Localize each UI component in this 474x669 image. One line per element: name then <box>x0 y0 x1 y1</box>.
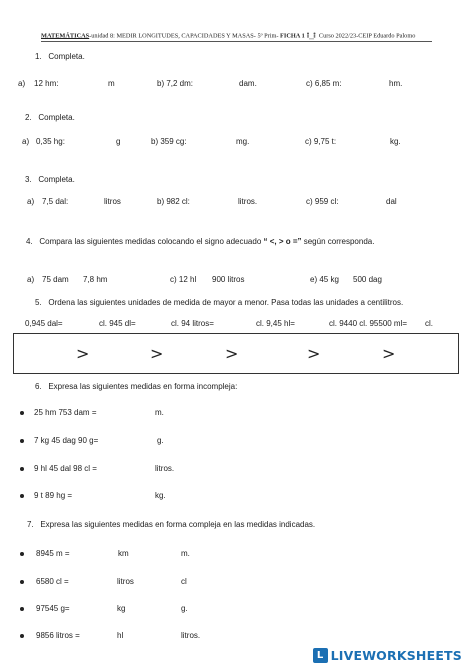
s4-a-label: a) <box>27 275 35 284</box>
s1-question <box>35 52 85 61</box>
s5-item: cl. 9440 cl. 95500 ml= <box>329 319 408 328</box>
s4-c-second: 900 litros <box>212 275 245 284</box>
s7-row2-unit-a: litros <box>117 577 134 586</box>
s2-question <box>25 113 75 122</box>
s5-greater-sign: > <box>76 344 90 363</box>
s4-e-second: 500 dag <box>353 275 382 284</box>
s6-row4-unit: kg. <box>155 491 166 500</box>
header-unit: -unidad 8: MEDIR LONGITUDES, CAPACIDADES Y MASAS- 5º Prim- <box>89 32 279 40</box>
s6-title: Expresa las siguientes medidas en forma incompleja: <box>48 382 238 391</box>
s1-title: Completa. <box>48 52 85 61</box>
bullet-icon <box>20 439 24 443</box>
s1-a-value: 12 hm: <box>34 79 59 88</box>
s6-row4: 9 t 89 hg = <box>34 491 73 500</box>
worksheet-header <box>41 32 415 40</box>
s3-title: Completa. <box>38 175 75 184</box>
s7-row3-unit-a: kg <box>117 604 126 613</box>
bullet-icon <box>20 634 24 638</box>
s1-a-unit: m <box>108 79 115 88</box>
s3-question <box>25 175 75 184</box>
bullet-icon <box>20 411 24 415</box>
bullet-icon <box>20 607 24 611</box>
s2-c-unit: kg. <box>390 137 401 146</box>
s6-row3-unit: litros. <box>155 464 175 473</box>
s5-greater-sign: > <box>225 344 239 363</box>
bullet-icon <box>20 467 24 471</box>
bullet-icon <box>20 580 24 584</box>
s3-c-value: c) 959 cl: <box>306 197 339 206</box>
s3-c-unit: dal <box>386 197 397 206</box>
s1-c-value: c) 6,85 m: <box>306 79 342 88</box>
s7-row4-unit-b: litros. <box>181 631 201 640</box>
s6-row3: 9 hl 45 dal 98 cl = <box>34 464 97 473</box>
s5-item: 0,945 dal= <box>25 319 63 328</box>
s3-a-unit: litros <box>104 197 121 206</box>
s7-row1-unit-a: km <box>118 549 129 558</box>
s7-row1: 8945 m = <box>36 549 70 558</box>
s7-row4-unit-a: hl <box>117 631 124 640</box>
s2-b-unit: mg. <box>236 137 250 146</box>
header-subject: MATEMÁTICAS <box>41 32 90 40</box>
kids-figures-icon <box>306 32 317 40</box>
s3-a-value: 7,5 dal: <box>42 197 69 206</box>
s5-item: cl. 94 litros= <box>171 319 214 328</box>
s7-number: 7. <box>27 520 34 529</box>
s1-b-unit: dam. <box>239 79 257 88</box>
s4-question <box>26 237 374 246</box>
header-course: Curso 2022/23-CEIP Eduardo Palomo <box>318 32 416 40</box>
s1-number: 1. <box>35 52 42 61</box>
s7-row1-unit-b: m. <box>181 549 190 558</box>
s2-a-unit: g <box>116 137 121 146</box>
s2-title: Completa. <box>38 113 75 122</box>
s4-number: 4. <box>26 237 33 246</box>
s4-a-first: 75 dam <box>42 275 69 284</box>
s6-number: 6. <box>35 382 42 391</box>
s7-question <box>27 520 315 529</box>
s7-row3: 97545 g= <box>36 604 70 613</box>
s3-number: 3. <box>25 175 32 184</box>
s6-row2: 7 kg 45 dag 90 g= <box>34 436 99 445</box>
s3-b-value: b) 982 cl: <box>157 197 190 206</box>
s5-item: cl. 945 dl= <box>99 319 136 328</box>
s7-row2: 6580 cl = <box>36 577 69 586</box>
header-ficha: FICHA 1 <box>280 32 305 40</box>
s6-question <box>35 382 237 391</box>
liveworksheets-logo-icon: L <box>313 648 328 663</box>
logo-text: LIVEWORKSHEETS <box>330 647 462 663</box>
s4-title-end: según corresponda. <box>301 237 375 246</box>
s5-greater-sign: > <box>150 344 164 363</box>
s5-title: Ordena las siguientes unidades de medida de mayor a menor. Pasa todas las unidades a centilitros. <box>48 298 404 307</box>
bullet-icon <box>20 552 24 556</box>
s4-a-second: 7,8 hm <box>83 275 108 284</box>
s2-a-value: 0,35 hg: <box>36 137 65 146</box>
s6-row2-unit: g. <box>157 436 164 445</box>
s5-greater-sign: > <box>382 344 396 363</box>
s5-question <box>35 298 403 307</box>
bullet-icon <box>20 494 24 498</box>
s3-b-unit: litros. <box>238 197 258 206</box>
s2-b-value: b) 359 cg: <box>151 137 187 146</box>
s1-a-label: a) <box>18 79 26 88</box>
s5-item: cl. 9,45 hl= <box>256 319 295 328</box>
s4-e-first: e) 45 kg <box>310 275 339 284</box>
s5-item: cl. <box>425 319 433 328</box>
s7-row3-unit-b: g. <box>181 604 188 613</box>
s6-row1-unit: m. <box>155 408 164 417</box>
s4-title: Compara las siguientes medidas colocando el signo adecuado <box>39 237 264 246</box>
s2-a-label: a) <box>22 137 30 146</box>
s7-title: Expresa las siguientes medidas en forma compleja en las medidas indicadas. <box>40 520 316 529</box>
s1-c-unit: hm. <box>389 79 403 88</box>
liveworksheets-logo[interactable] <box>313 647 462 663</box>
header-divider <box>41 41 432 42</box>
s1-b-value: b) 7,2 dm: <box>157 79 194 88</box>
s2-c-value: c) 9,75 t: <box>305 137 337 146</box>
s6-row1: 25 hm 753 dam = <box>34 408 97 417</box>
s3-a-label: a) <box>27 197 35 206</box>
s4-c-first: c) 12 hl <box>170 275 197 284</box>
s7-row4: 9856 litros = <box>36 631 80 640</box>
s5-number: 5. <box>35 298 42 307</box>
s4-signs: “ <, > o =” <box>263 237 302 246</box>
s2-number: 2. <box>25 113 32 122</box>
s5-greater-sign: > <box>307 344 321 363</box>
s7-row2-unit-b: cl <box>181 577 187 586</box>
